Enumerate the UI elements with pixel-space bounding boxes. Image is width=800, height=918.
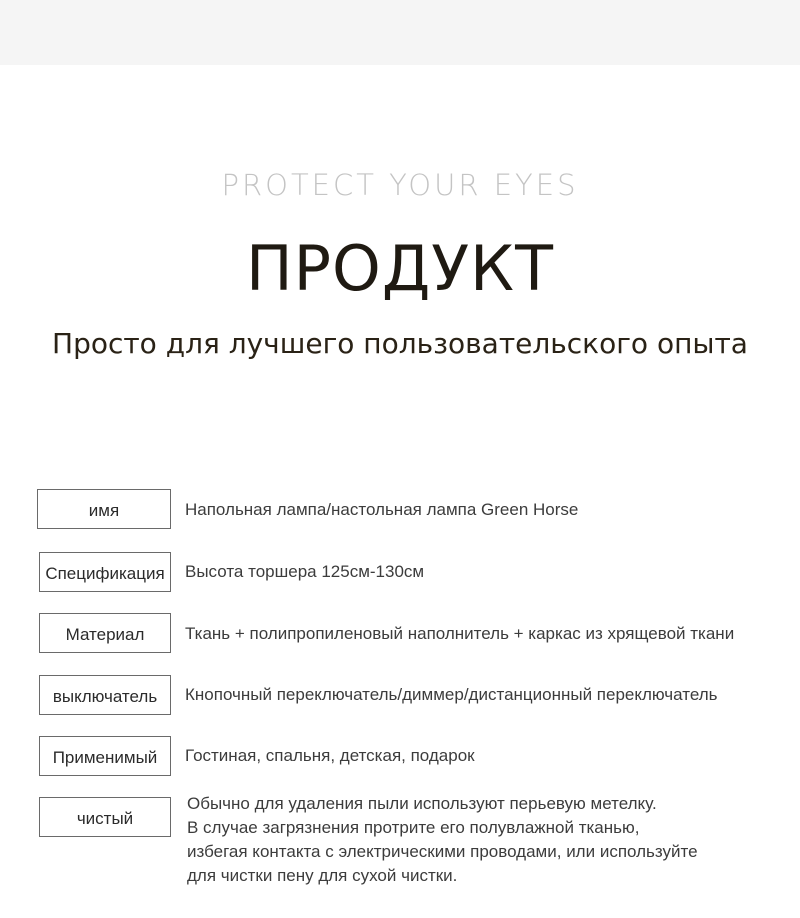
top-band <box>0 0 800 65</box>
page-subtitle: Просто для лучшего пользовательского опыта <box>52 327 748 360</box>
spec-value-line: В случае загрязнения протрите его полувлажной тканью, <box>187 818 640 837</box>
spec-label: Материал <box>39 613 171 653</box>
spec-label: чистый <box>39 797 171 837</box>
spec-value: Напольная лампа/настольная лампа Green Horse <box>185 500 579 519</box>
spec-value: Высота торшера 125см-130см <box>185 562 425 581</box>
spec-value: Гостиная, спальня, детская, подарок <box>185 746 475 765</box>
spec-value-line: для чистки пену для сухой чистки. <box>187 866 458 885</box>
spec-label: выключатель <box>39 675 171 715</box>
spec-label: имя <box>37 489 171 529</box>
spec-value: Ткань + полипропиленовый наполнитель + каркас из хрящевой ткани <box>185 624 735 643</box>
spec-label: Применимый <box>39 736 171 776</box>
spec-label: Спецификация <box>39 552 171 592</box>
spec-value: Кнопочный переключатель/диммер/дистанционный переключатель <box>185 685 718 704</box>
spec-value-line: избегая контакта с электрическими проводами, или используйте <box>187 842 698 861</box>
tagline: PROTECT YOUR EYES <box>221 168 579 202</box>
spec-value-line: Обычно для удаления пыли используют перьевую метелку. <box>187 794 657 813</box>
spec-value-multiline <box>187 792 698 888</box>
page-title: ПРОДУКТ <box>246 232 554 305</box>
